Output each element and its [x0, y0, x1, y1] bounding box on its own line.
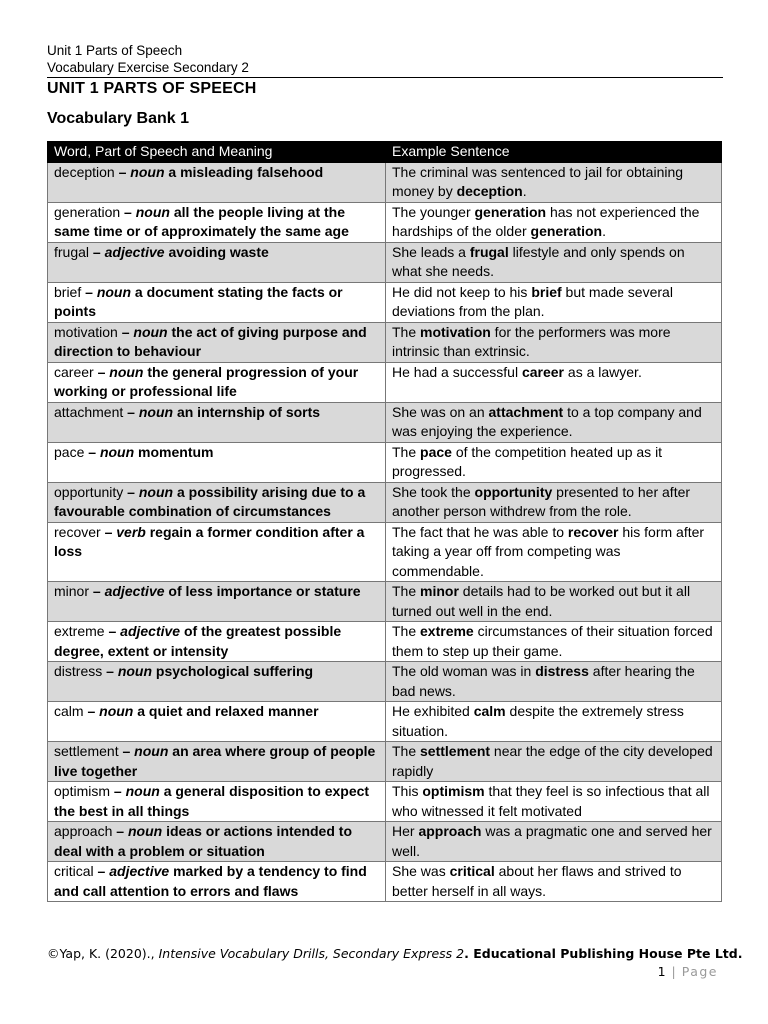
part-of-speech: noun [99, 443, 135, 460]
word-cell [48, 402, 386, 442]
vocab-word: optimism [54, 783, 111, 799]
sentence-text: He exhibited [392, 703, 474, 719]
header-example-column: Example Sentence [386, 142, 722, 163]
definition: the general progression of your working or professional life [54, 363, 359, 399]
highlighted-word: career [521, 363, 565, 380]
word-cell [48, 322, 386, 362]
vocab-word: critical [54, 863, 94, 879]
example-sentence [386, 622, 722, 662]
word-cell [48, 162, 386, 202]
page-label: Page [681, 964, 718, 979]
word-cell [48, 742, 386, 782]
table-row [48, 242, 722, 282]
citation-book-title: Intensive Vocabulary Drills, Secondary Express 2 [158, 946, 465, 961]
running-header [47, 42, 723, 76]
sentence-text: She leads a [392, 243, 470, 260]
table-row [48, 282, 722, 322]
word-cell [48, 622, 386, 662]
definition: a misleading falsehood [168, 163, 324, 180]
highlighted-word: opportunity [474, 483, 553, 500]
definition: a possibility arising due to a favourable combination of circumstances [54, 483, 366, 519]
vocab-word: generation [54, 203, 121, 220]
table-row [48, 782, 722, 822]
definition: a quiet and relaxed manner [137, 703, 319, 719]
dash-separator: – [84, 443, 100, 460]
citation [47, 946, 742, 961]
dash-separator: – [93, 363, 110, 380]
example-sentence [386, 482, 722, 522]
sentence-text: The [392, 623, 421, 639]
sentence-text: The criminal was sentenced to jail for obtaining money by [392, 163, 684, 199]
table-row [48, 162, 722, 202]
highlighted-word: generation [530, 223, 603, 239]
highlighted-word: attachment [488, 403, 564, 420]
sentence-text: his form after taking a year off from competing was commendable. [392, 523, 705, 579]
table-row [48, 702, 722, 742]
page-separator: | [671, 964, 676, 979]
definition: of less importance or stature [168, 583, 361, 599]
definition: psychological suffering [155, 663, 314, 679]
part-of-speech: noun [109, 363, 144, 380]
header-word-column: Word, Part of Speech and Meaning [48, 142, 386, 163]
vocab-word: settlement [54, 743, 119, 759]
word-cell [48, 862, 386, 902]
dash-separator: – [100, 523, 117, 540]
sentence-text: to a top company and was enjoying the experience. [392, 403, 702, 439]
definition: momentum [138, 443, 214, 460]
sentence-text: lifestyle and only spends on what she needs. [392, 243, 685, 279]
dash-separator: – [102, 663, 118, 679]
dash-separator: – [114, 163, 131, 180]
table-row [48, 322, 722, 362]
dash-separator: – [104, 623, 121, 639]
vocab-word: recover [54, 523, 101, 540]
sentence-text: She took the [392, 483, 475, 500]
example-sentence [386, 742, 722, 782]
highlighted-word: calm [473, 703, 506, 719]
definition: the act of giving purpose and direction to behaviour [54, 323, 367, 359]
sentence-text: The [392, 583, 421, 599]
dash-separator: – [120, 203, 136, 220]
vocabulary-table [47, 141, 722, 902]
table-row [48, 862, 722, 902]
definition: an internship of sorts [176, 403, 321, 420]
sentence-text: The younger [392, 203, 475, 220]
vocab-word: opportunity [54, 483, 124, 500]
sentence-text: The old woman was in [392, 663, 536, 679]
word-cell [48, 822, 386, 862]
table-row [48, 582, 722, 622]
example-sentence [386, 522, 722, 582]
definition: regain a former condition after a loss [54, 523, 365, 559]
highlighted-word: distress [535, 663, 589, 679]
sentence-text: presented to her after another person withdrew from the role. [392, 483, 691, 519]
example-sentence [386, 582, 722, 622]
part-of-speech: noun [138, 403, 174, 420]
example-sentence [386, 782, 722, 822]
part-of-speech: noun [125, 783, 160, 799]
table-row [48, 362, 722, 402]
highlighted-word: settlement [420, 743, 491, 759]
sentence-text: as a lawyer. [564, 363, 642, 380]
part-of-speech: noun [117, 663, 153, 679]
part-of-speech: noun [138, 483, 174, 500]
highlighted-word: motivation [420, 323, 491, 340]
definition: all the people living at the same time or of approximately the same age [54, 203, 349, 239]
part-of-speech: noun [134, 743, 169, 759]
citation-prefix: ©Yap, K. (2020)., [47, 946, 155, 961]
page-number-value: 1 [657, 964, 666, 979]
vocab-word: career [54, 363, 94, 380]
vocab-word: calm [54, 703, 84, 719]
dash-separator: – [117, 323, 134, 340]
dash-separator: – [89, 243, 105, 260]
sentence-text: of the competition heated up as it progressed. [392, 443, 663, 479]
sentence-text: She was [392, 863, 450, 879]
sentence-text: The [392, 323, 421, 340]
part-of-speech: noun [130, 163, 165, 180]
dash-separator: – [89, 583, 105, 599]
sentence-text: near the edge of the city developed rapidly [392, 743, 713, 779]
sentence-text: The fact that he was able to [392, 523, 568, 540]
highlighted-word: approach [418, 823, 482, 839]
word-cell [48, 702, 386, 742]
definition: a general disposition to expect the best in all things [54, 783, 370, 819]
definition: avoiding waste [168, 243, 269, 260]
table-row [48, 202, 722, 242]
part-of-speech: noun [99, 703, 134, 719]
definition: a document stating the facts or points [54, 283, 343, 319]
word-cell [48, 522, 386, 582]
definition: ideas or actions intended to deal with a problem or situation [54, 823, 352, 859]
section-title: Vocabulary Bank 1 [47, 110, 189, 127]
example-sentence [386, 402, 722, 442]
table-row [48, 522, 722, 582]
unit-title: UNIT 1 PARTS OF SPEECH [47, 80, 257, 97]
word-cell [48, 242, 386, 282]
example-sentence [386, 322, 722, 362]
vocab-word: distress [54, 663, 103, 679]
sentence-text: . [602, 223, 606, 239]
highlighted-word: deception [456, 183, 523, 199]
sentence-text: The [392, 443, 421, 460]
sentence-text: The [392, 743, 421, 759]
example-sentence [386, 162, 722, 202]
highlighted-word: frugal [469, 243, 509, 260]
part-of-speech: noun [127, 823, 163, 839]
sentence-text: details had to be worked out but it all turned out well in the end. [392, 583, 691, 619]
sentence-text: has not experienced the hardships of the older [392, 203, 700, 239]
part-of-speech: adjective [104, 583, 165, 599]
example-sentence [386, 442, 722, 482]
part-of-speech: verb [116, 523, 146, 540]
sentence-text: for the performers was more intrinsic than extrinsic. [392, 323, 671, 359]
table-row [48, 822, 722, 862]
header-line-2: Vocabulary Exercise Secondary 2 [47, 60, 249, 75]
highlighted-word: recover [567, 523, 619, 540]
dash-separator: – [81, 283, 97, 300]
example-sentence [386, 242, 722, 282]
word-cell [48, 582, 386, 622]
dash-separator: – [110, 783, 126, 799]
table-row [48, 482, 722, 522]
highlighted-word: critical [449, 863, 495, 879]
vocab-word: pace [54, 443, 85, 460]
word-cell [48, 662, 386, 702]
dash-separator: – [123, 403, 139, 420]
vocab-word: approach [54, 823, 113, 839]
highlighted-word: pace [420, 443, 452, 460]
dash-separator: – [118, 743, 135, 759]
vocab-word: motivation [54, 323, 118, 340]
table-header-row [48, 142, 722, 163]
header-divider [47, 77, 723, 78]
table-row [48, 662, 722, 702]
sentence-text: She was on an [392, 403, 489, 420]
vocab-word: brief [54, 283, 82, 300]
sentence-text: Her [392, 823, 419, 839]
table-row [48, 742, 722, 782]
dash-separator: – [112, 823, 128, 839]
sentence-text: was a pragmatic one and served her well. [392, 823, 712, 859]
definition: an area where group of people live together [54, 743, 376, 779]
part-of-speech: adjective [104, 243, 165, 260]
vocab-word: extreme [54, 623, 105, 639]
header-line-1: Unit 1 Parts of Speech [47, 43, 183, 58]
example-sentence [386, 822, 722, 862]
word-cell [48, 782, 386, 822]
example-sentence [386, 702, 722, 742]
part-of-speech: adjective [120, 623, 181, 639]
word-cell [48, 202, 386, 242]
definition: marked by a tendency to find and call attention to errors and flaws [54, 863, 367, 899]
highlighted-word: brief [531, 283, 562, 300]
highlighted-word: extreme [420, 623, 474, 639]
sentence-text: about her flaws and strived to better herself in all ways. [392, 863, 682, 899]
page-number [658, 964, 718, 979]
table-row [48, 402, 722, 442]
sentence-text: He had a successful [392, 363, 522, 380]
definition: of the greatest possible degree, extent or intensity [54, 623, 342, 659]
dash-separator: – [83, 703, 100, 719]
part-of-speech: noun [135, 203, 170, 220]
sentence-text: after hearing the bad news. [392, 663, 695, 699]
part-of-speech: noun [133, 323, 168, 340]
sentence-text: circumstances of their situation forced them to step up their game. [392, 623, 713, 659]
sentence-text: He did not keep to his [392, 283, 532, 300]
example-sentence [386, 862, 722, 902]
table-row [48, 442, 722, 482]
word-cell [48, 442, 386, 482]
sentence-text: that they feel is so infectious that all who witnessed it felt motivated [392, 783, 710, 819]
sentence-text: despite the extremely stress situation. [392, 703, 684, 739]
example-sentence [386, 202, 722, 242]
highlighted-word: optimism [422, 783, 485, 799]
example-sentence [386, 282, 722, 322]
highlighted-word: minor [420, 583, 459, 599]
example-sentence [386, 362, 722, 402]
dash-separator: – [93, 863, 110, 879]
word-cell [48, 282, 386, 322]
part-of-speech: adjective [109, 863, 170, 879]
vocab-word: minor [54, 583, 90, 599]
sentence-text: but made several deviations from the plan. [392, 283, 673, 319]
sentence-text: This [392, 783, 423, 799]
table-row [48, 622, 722, 662]
word-cell [48, 362, 386, 402]
citation-publisher: . Educational Publishing House Pte Ltd. [464, 946, 743, 961]
highlighted-word: generation [474, 203, 547, 220]
dash-separator: – [123, 483, 139, 500]
part-of-speech: noun [96, 283, 132, 300]
vocab-word: deception [54, 163, 115, 180]
vocab-word: frugal [54, 243, 90, 260]
word-cell [48, 482, 386, 522]
sentence-text: . [522, 183, 527, 199]
vocab-word: attachment [54, 403, 124, 420]
example-sentence [386, 662, 722, 702]
